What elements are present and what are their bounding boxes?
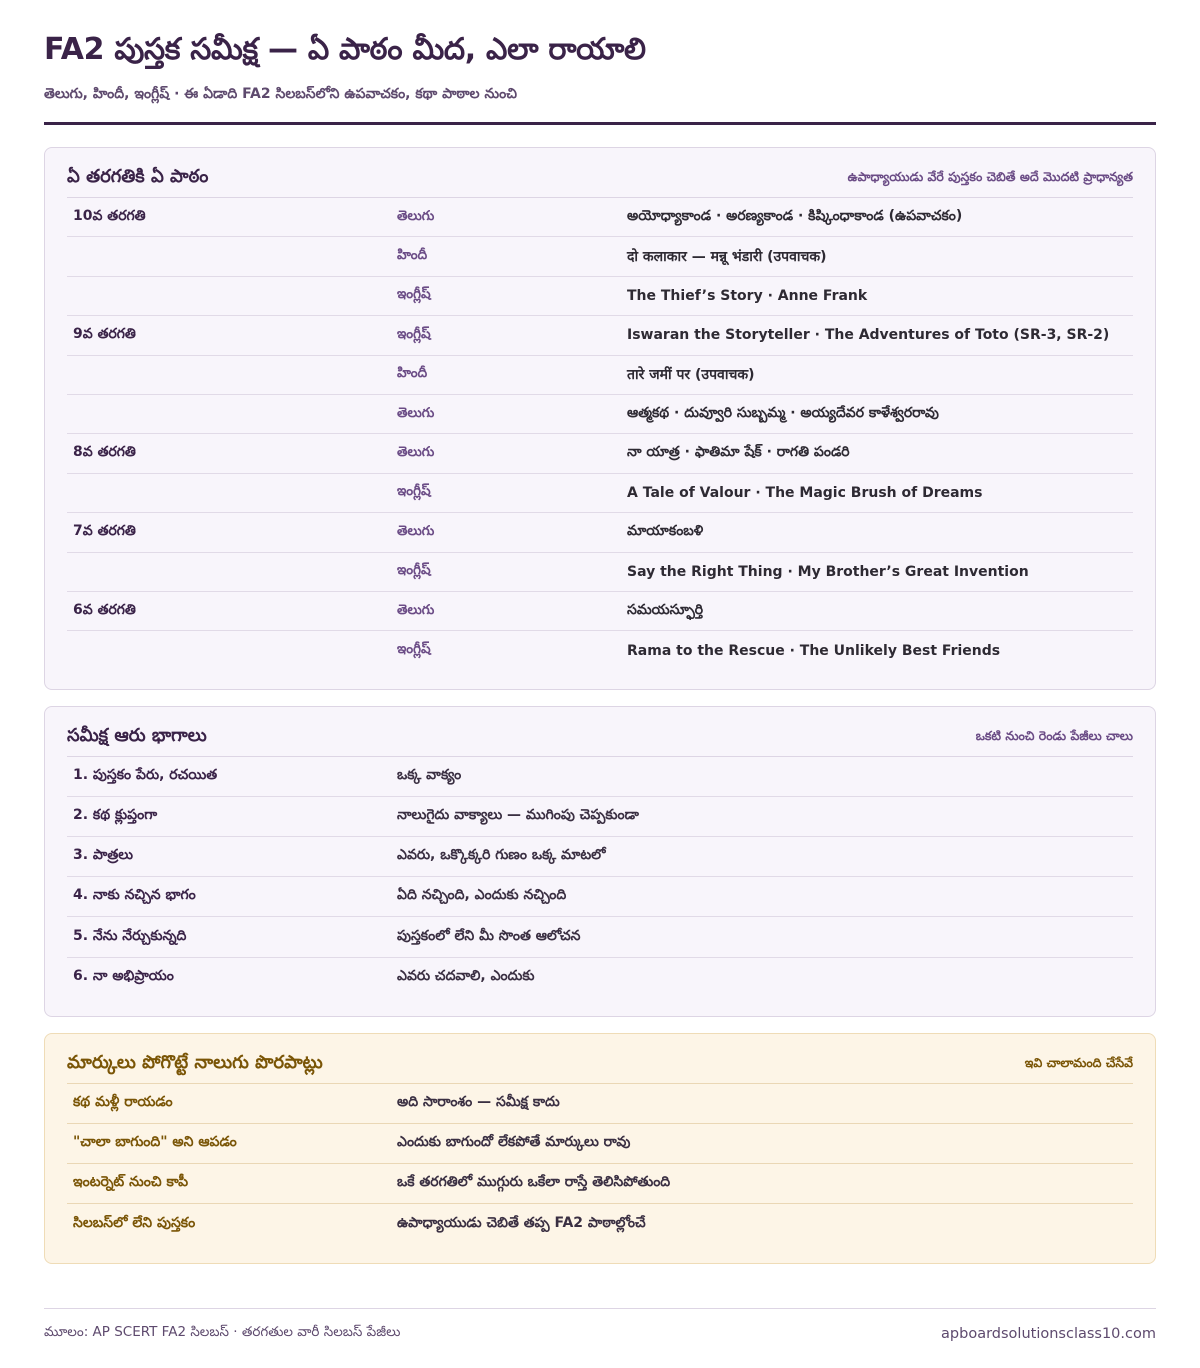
lesson-title: అయోధ్యాకాండ · అరణ్యకాండ · కిష్కింధాకాండ (ఉపవాచకం) bbox=[627, 207, 963, 224]
mistake-reason: అది సారాంశం — సమీక్ష కాదు bbox=[397, 1093, 560, 1110]
review-part-row bbox=[67, 958, 1133, 998]
lesson-language: హిందీ bbox=[397, 365, 428, 382]
lesson-title: तारे जमीं पर (उपवाचक) bbox=[627, 367, 755, 384]
lesson-language: హిందీ bbox=[397, 247, 428, 264]
lessons-card-title: ఏ తరగతికి ఏ పాఠం bbox=[67, 166, 209, 187]
lesson-class: 10వ తరగతి bbox=[73, 207, 146, 224]
review-part-name: 2. కథ క్లుప్తంగా bbox=[73, 806, 158, 823]
lesson-language: ఇంగ్లీష్ bbox=[397, 562, 431, 579]
review-part-desc: ఎవరు చదవాలి, ఎందుకు bbox=[397, 968, 535, 985]
lesson-row bbox=[67, 553, 1133, 592]
review-part-name: 4. నాకు నచ్చిన భాగం bbox=[73, 887, 196, 904]
lesson-class: 6వ తరగతి bbox=[73, 601, 136, 618]
mistake-row bbox=[67, 1164, 1133, 1204]
mistake-name: ఇంటర్నెట్ నుంచి కాపీ bbox=[73, 1174, 189, 1191]
review-part-desc: ఏది నచ్చింది, ఎందుకు నచ్చింది bbox=[397, 887, 567, 904]
lesson-title: A Tale of Valour · The Magic Brush of Dreams bbox=[627, 484, 983, 501]
review-parts-card bbox=[44, 706, 1156, 1017]
mistake-reason: ఒకే తరగతిలో ముగ్గురు ఒకేలా రాస్తే తెలిసిపోతుంది bbox=[397, 1174, 671, 1191]
lesson-title: నా యాత్ర · ఫాతిమా షేక్ · రాగతి పండరి bbox=[627, 444, 850, 461]
lesson-row bbox=[67, 198, 1133, 237]
lesson-title: మాయాకంబళి bbox=[627, 522, 704, 539]
lesson-language: ఇంగ్లీష్ bbox=[397, 286, 431, 303]
review-part-desc: ఒక్క వాక్యం bbox=[397, 766, 462, 783]
lesson-title: సమయస్ఫూర్తి bbox=[627, 601, 704, 618]
lesson-title: दो कलाकार — मन्नू भंडारी (उपवाचक) bbox=[627, 249, 827, 266]
lesson-row bbox=[67, 277, 1133, 316]
lesson-title: Iswaran the Storyteller · The Adventures of Toto (SR-3, SR-2) bbox=[627, 327, 1110, 344]
lessons-card bbox=[44, 147, 1156, 690]
title-divider bbox=[44, 122, 1156, 125]
source-note: మూలం: AP SCERT FA2 సిలబస్ · తరగతుల వారీ సిలబస్ పేజీలు bbox=[44, 1324, 401, 1340]
mistakes-card bbox=[44, 1033, 1156, 1264]
lesson-row bbox=[67, 237, 1133, 276]
lesson-title: The Thief’s Story · Anne Frank bbox=[627, 287, 868, 304]
mistakes-table bbox=[67, 1084, 1133, 1245]
review-parts-title: సమీక్ష ఆరు భాగాలు bbox=[67, 724, 207, 746]
mistake-name: కథ మళ్లీ రాయడం bbox=[73, 1093, 173, 1110]
lesson-row bbox=[67, 395, 1133, 434]
lesson-class: 9వ తరగతి bbox=[73, 325, 136, 342]
review-parts-note: ఒకటి నుంచి రెండు పేజీలు చాలు bbox=[975, 727, 1133, 743]
lessons-card-note: ఉపాధ్యాయుడు వేరే పుస్తకం చెబితే అదే మొదటి ప్రాధాన్యత bbox=[847, 169, 1133, 184]
mistakes-header bbox=[67, 1046, 1133, 1084]
review-part-row bbox=[67, 797, 1133, 837]
lesson-language: తెలుగు bbox=[397, 207, 435, 224]
mistakes-note: ఇవి చాలామంది చేసేవే bbox=[1024, 1054, 1133, 1070]
lesson-class: 8వ తరగతి bbox=[73, 444, 136, 461]
lesson-row bbox=[67, 434, 1133, 473]
lesson-row bbox=[67, 474, 1133, 513]
review-part-name: 1. పుస్తకం పేరు, రచయిత bbox=[73, 766, 218, 783]
mistake-name: "చాలా బాగుంది" అని ఆపడం bbox=[73, 1134, 237, 1151]
site-link[interactable]: apboardsolutionsclass10.com bbox=[941, 1325, 1156, 1342]
mistakes-title: మార్కులు పోగొట్టే నాలుగు పొరపాట్లు bbox=[67, 1051, 323, 1073]
mistake-reason: ఉపాధ్యాయుడు చెబితే తప్ప FA2 పాఠాల్లోంచే bbox=[397, 1214, 646, 1231]
review-part-desc: పుస్తకంలో లేని మీ సొంత ఆలోచన bbox=[397, 927, 581, 944]
page-footer bbox=[44, 1308, 1156, 1343]
review-part-name: 6. నా అభిప్రాయం bbox=[73, 968, 174, 985]
mistake-reason: ఎందుకు బాగుందో లేకపోతే మార్కులు రావు bbox=[397, 1134, 631, 1151]
lesson-language: ఇంగ్లీష్ bbox=[397, 325, 431, 342]
lessons-card-header bbox=[67, 160, 1133, 198]
review-parts-table bbox=[67, 757, 1133, 998]
review-part-row bbox=[67, 757, 1133, 797]
page-subtitle: తెలుగు, హిందీ, ఇంగ్లీష్ · ఈ ఏడాది FA2 సిలబస్‌లోని ఉపవాచకం, కథా పాఠాల నుంచి bbox=[44, 86, 517, 102]
mistake-row bbox=[67, 1204, 1133, 1244]
lessons-table bbox=[67, 198, 1133, 671]
lesson-row bbox=[67, 631, 1133, 670]
review-parts-header bbox=[67, 719, 1133, 757]
lesson-row bbox=[67, 316, 1133, 355]
lesson-title: Say the Right Thing · My Brother’s Great Invention bbox=[627, 563, 1029, 580]
mistake-row bbox=[67, 1124, 1133, 1164]
lesson-language: తెలుగు bbox=[397, 522, 435, 539]
lesson-row bbox=[67, 513, 1133, 552]
lesson-row bbox=[67, 356, 1133, 395]
review-part-row bbox=[67, 917, 1133, 957]
lesson-language: ఇంగ్లీష్ bbox=[397, 641, 431, 658]
lesson-language: తెలుగు bbox=[397, 601, 435, 618]
page-title: FA2 పుస్తక సమీక్ష — ఏ పాఠం మీద, ఎలా రాయాలి bbox=[44, 32, 646, 67]
lesson-class: 7వ తరగతి bbox=[73, 522, 136, 539]
review-part-row bbox=[67, 877, 1133, 917]
lesson-language: ఇంగ్లీష్ bbox=[397, 483, 431, 500]
review-part-row bbox=[67, 837, 1133, 877]
lesson-title: ఆత్మకథ · దువ్వూరి సుబ్బమ్మ · అయ్యదేవర కాళేశ్వరరావు bbox=[627, 404, 939, 421]
mistake-row bbox=[67, 1084, 1133, 1124]
lesson-language: తెలుగు bbox=[397, 444, 435, 461]
lesson-title: Rama to the Rescue · The Unlikely Best Friends bbox=[627, 642, 1001, 659]
review-part-desc: నాలుగైదు వాక్యాలు — ముగింపు చెప్పకుండా bbox=[397, 806, 639, 823]
lesson-row bbox=[67, 592, 1133, 631]
lesson-language: తెలుగు bbox=[397, 404, 435, 421]
review-part-desc: ఎవరు, ఒక్కొక్కరి గుణం ఒక్క మాటలో bbox=[397, 847, 606, 864]
review-part-name: 5. నేను నేర్చుకున్నది bbox=[73, 927, 187, 944]
mistake-name: సిలబస్‌లో లేని పుస్తకం bbox=[73, 1214, 196, 1231]
review-part-name: 3. పాత్రలు bbox=[73, 847, 134, 864]
